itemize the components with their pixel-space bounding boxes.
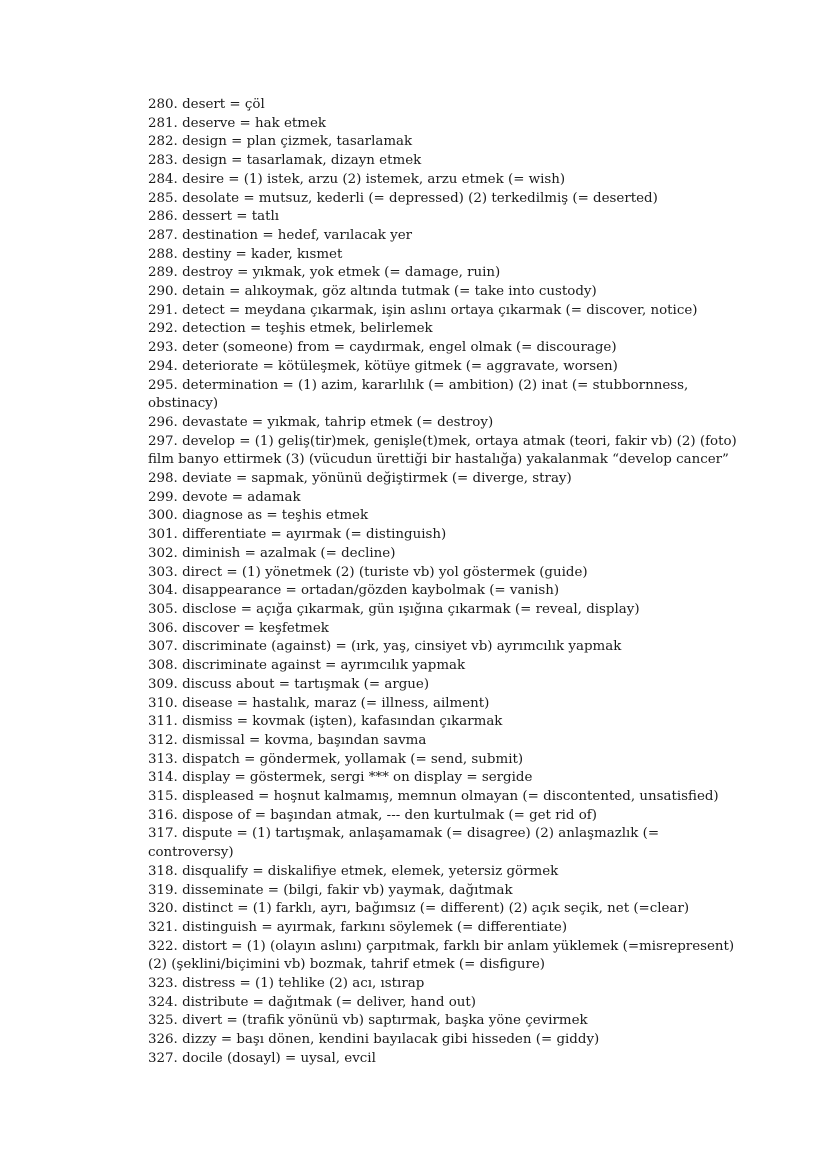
list-item: 309. discuss about = tartışmak (= argue) [148, 676, 430, 692]
list-item: 292. detection = teşhis etmek, belirlemek [148, 321, 433, 337]
list-item: 290. detain = alıkoymak, göz altında tutmak (= take into custody) [148, 284, 597, 300]
list-item: 319. disseminate = (bilgi, fakir vb) yaymak, dağıtmak [148, 882, 513, 898]
list-item: 293. deter (someone) from = caydırmak, engel olmak (= discourage) [148, 340, 617, 356]
list-item: 296. devastate = yıkmak, tahrip etmek (= destroy) [148, 414, 494, 430]
list-item: 283. design = tasarlamak, dizayn etmek [148, 153, 422, 169]
list-item: 305. disclose = açığa çıkarmak, gün ışığına çıkarmak (= reveal, display) [148, 601, 640, 617]
list-item: 321. distinguish = ayırmak, farkını söylemek (= differentiate) [148, 919, 568, 935]
list-item: 286. dessert = tatlı [148, 209, 280, 225]
list-item: 316. dispose of = başından atmak, --- den kurtulmak (= get rid of) [148, 807, 597, 823]
list-item: 280. desert = çöl [148, 97, 265, 112]
vocabulary-list [148, 96, 748, 1069]
list-item: 322. distort = (1) (olayın aslını) çarpıtmak, farklı bir anlam yüklemek (=misrepresent) (2) (şeklini/biçimini vb) bozmak, tahrif etmek (= disfigure) [148, 938, 735, 973]
list-item: 300. diagnose as = teşhis etmek [148, 508, 369, 524]
list-item: 288. destiny = kader, kısmet [148, 246, 343, 262]
list-item: 320. distinct = (1) farklı, ayrı, bağımsız (= different) (2) açık seçik, net (=clear) [148, 901, 690, 917]
list-item: 295. determination = (1) azim, kararlılık (= ambition) (2) inat (= stubbornness, obstinacy) [148, 377, 689, 412]
list-item: 306. discover = keşfetmek [148, 620, 329, 636]
list-item: 289. destroy = yıkmak, yok etmek (= damage, ruin) [148, 265, 501, 281]
list-item: 299. devote = adamak [148, 489, 301, 505]
list-item: 318. disqualify = diskalifiye etmek, elemek, yetersiz görmek [148, 863, 559, 879]
list-item: 291. detect = meydana çıkarmak, işin aslını ortaya çıkarmak (= discover, notice) [148, 302, 698, 318]
list-item: 281. deserve = hak etmek [148, 115, 327, 131]
list-item: 314. display = göstermek, sergi *** on display = sergide [148, 770, 533, 786]
list-item: 310. disease = hastalık, maraz (= illness, ailment) [148, 695, 490, 711]
list-item: 304. disappearance = ortadan/gözden kaybolmak (= vanish) [148, 583, 560, 599]
list-item: 323. distress = (1) tehlike (2) acı, ıstırap [148, 976, 425, 992]
list-item: 298. deviate = sapmak, yönünü değiştirmek (= diverge, stray) [148, 471, 572, 487]
list-item: 313. dispatch = göndermek, yollamak (= send, submit) [148, 751, 524, 767]
list-item: 294. deteriorate = kötüleşmek, kötüye gitmek (= aggravate, worsen) [148, 358, 618, 374]
list-item: 324. distribute = dağıtmak (= deliver, hand out) [148, 994, 476, 1010]
list-item: 284. desire = (1) istek, arzu (2) istemek, arzu etmek (= wish) [148, 171, 566, 187]
list-item: 282. design = plan çizmek, tasarlamak [148, 134, 413, 150]
list-item: 301. differentiate = ayırmak (= distinguish) [148, 527, 447, 543]
list-item: 285. desolate = mutsuz, kederli (= depressed) (2) terkedilmiş (= deserted) [148, 190, 658, 206]
list-item: 317. dispute = (1) tartışmak, anlaşamamak (= disagree) (2) anlaşmazlık (= controversy) [148, 826, 660, 861]
list-item: 303. direct = (1) yönetmek (2) (turiste vb) yol göstermek (guide) [148, 564, 588, 580]
list-item: 297. develop = (1) geliş(tir)mek, genişle(t)mek, ortaya atmak (teori, fakir vb) (2) (foto) film banyo ettirmek (3) (vücudun ürettiği bir hastalığa) yakalanmak “develop cancer” [148, 433, 737, 468]
list-item: 315. displeased = hoşnut kalmamış, memnun olmayan (= discontented, unsatisfied) [148, 789, 719, 805]
list-item: 307. discriminate (against) = (ırk, yaş, cinsiyet vb) ayrımcılık yapmak [148, 639, 622, 655]
list-item: 287. destination = hedef, varılacak yer [148, 227, 413, 243]
list-item: 327. docile (dosayl) = uysal, evcil [148, 1050, 376, 1066]
list-item: 302. diminish = azalmak (= decline) [148, 545, 396, 561]
list-item: 325. divert = (trafik yönünü vb) saptırmak, başka yöne çevirmek [148, 1013, 588, 1029]
list-item: 326. dizzy = başı dönen, kendini bayılacak gibi hisseden (= giddy) [148, 1032, 600, 1048]
list-item: 311. dismiss = kovmak (işten), kafasından çıkarmak [148, 714, 503, 730]
list-item: 312. dismissal = kovma, başından savma [148, 732, 427, 748]
list-item: 308. discriminate against = ayrımcılık yapmak [148, 658, 466, 674]
